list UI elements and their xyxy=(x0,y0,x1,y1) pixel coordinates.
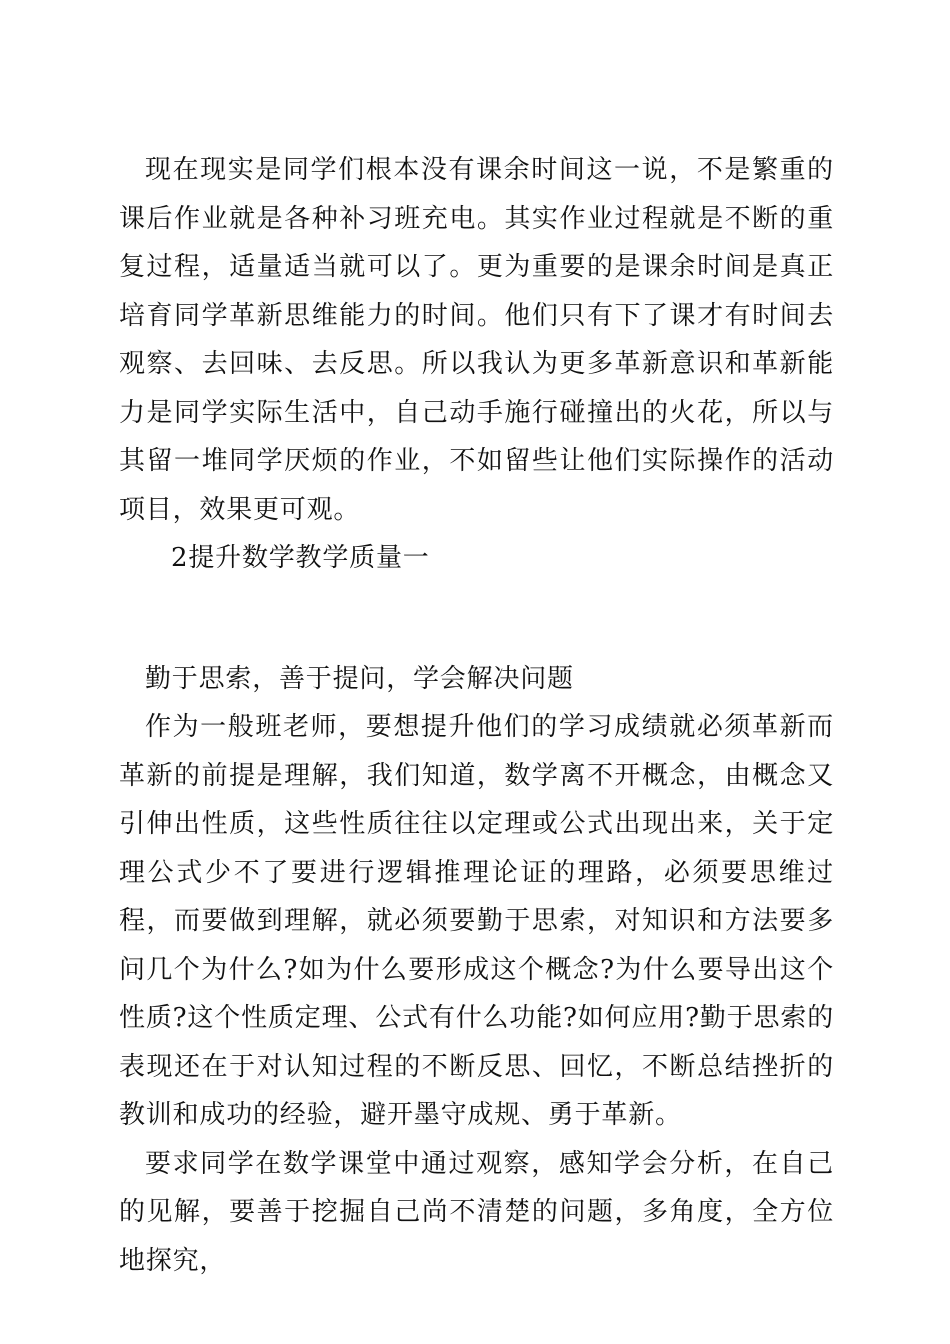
subheading: 勤于思索，善于提问，学会解决问题 xyxy=(145,663,574,694)
paragraph-homework: 现在现实是同学们根本没有课余时间这一说，不是繁重的课后作业就是各种补习班充电。其实作业过程就是不断的重复过程，适量适当就可以了。更为重要的是课余时间是真正培育同学革新思维能力的时间。他们只有下了课才有时间去观察、去回味、去反思。所以我认为更多革新意识和革新能力是同学实际生活中，自己动手施行碰撞出的火花，所以与其留一堆同学厌烦的作业，不如留些让他们实际操作的活动项目，效果更可观。 xyxy=(119,155,834,525)
paragraph-classroom: 要求同学在数学课堂中通过观察，感知学会分析，在自己的见解，要善于挖掘自己尚不清楚的问题，多角度，全方位地探究， xyxy=(119,1148,834,1276)
blank-spacing xyxy=(119,583,834,655)
paragraph-thinking: 作为一般班老师，要想提升他们的学习成绩就必须革新而革新的前提是理解，我们知道，数学离不开概念，由概念又引伸出性质，这些性质往往以定理或公式出现出来，关于定理公式少不了要进行逻辑推理论证的理路，必须要思维过程，而要做到理解，就必须要勤于思索，对知识和方法要多问几个为什么?如为什么要形成这个概念?为什么要导出这个性质?这个性质定理、公式有什么功能?如何应用?勤于思索的表现还在于对认知过程的不断反思、回忆，不断总结挫折的教训和成功的经验，避开墨守成规、勇于革新。 xyxy=(119,712,834,1130)
section-heading: 2提升数学教学质量一 xyxy=(171,543,430,573)
document-body xyxy=(119,146,834,1285)
